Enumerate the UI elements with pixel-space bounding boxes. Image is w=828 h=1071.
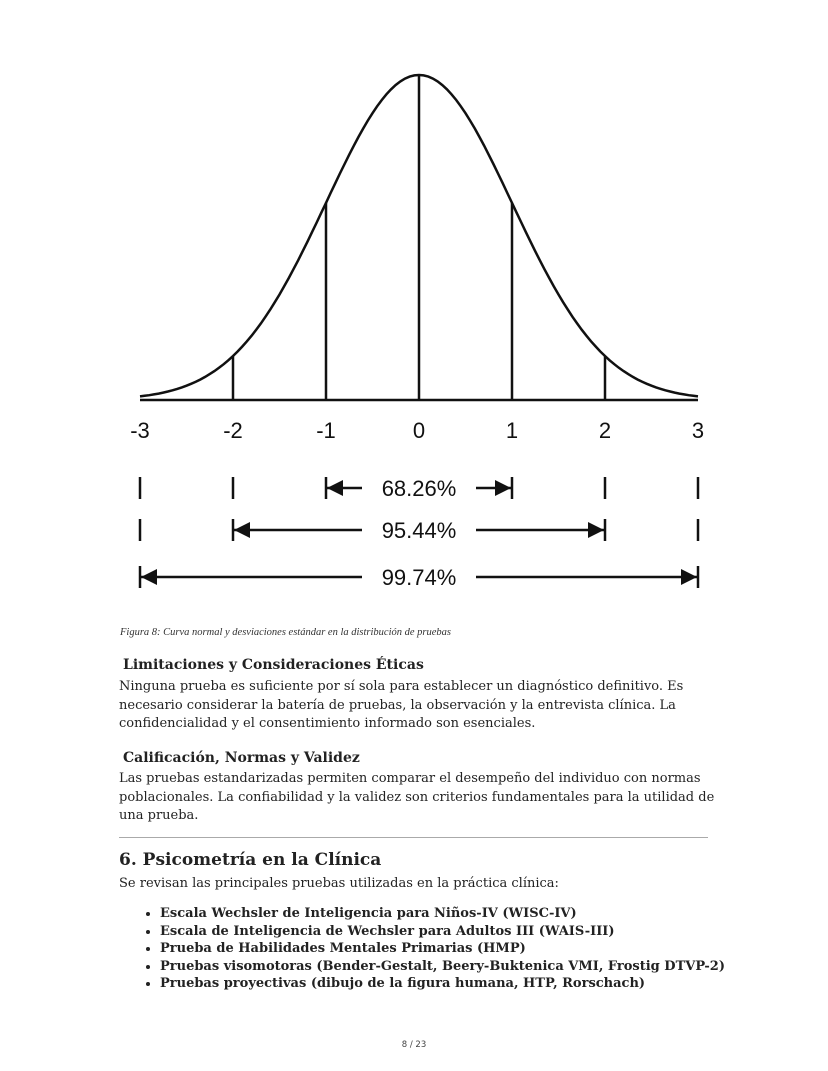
tick-label: -1 [316, 418, 336, 443]
section-heading-limitations: Limitaciones y Consideraciones Éticas [123, 657, 424, 673]
chapter-intro: Se revisan las principales pruebas utilizadas en la práctica clínica: [119, 876, 559, 891]
interval-label: 95.44% [381, 518, 457, 543]
tick-label: 0 [412, 418, 426, 443]
divider [119, 837, 708, 838]
arrowhead-left [141, 569, 157, 585]
arrowhead-right [681, 569, 697, 585]
test-list [140, 905, 760, 993]
arrowhead-left [327, 480, 343, 496]
arrowhead-right [495, 480, 511, 496]
tick-label: -2 [223, 418, 243, 443]
arrowhead-right [588, 522, 604, 538]
figure-caption: Figura 8: Curva normal y desviaciones estándar en la distribución de pruebas [120, 627, 452, 638]
list-item: • Pruebas proyectivas (dibujo de la figura humana, HTP, Rorschach) [160, 975, 760, 993]
tick-label: 3 [691, 418, 705, 443]
arrowhead-left [234, 522, 250, 538]
interval-label: 99.74% [381, 565, 457, 590]
section-body-scoring: Las pruebas estandarizadas permiten comparar el desempeño del individuo con normas poblacionales. La confiabilidad y la validez son criterios fundamentales para la utilidad de una prueba. [119, 771, 715, 823]
section-body-limitations: Ninguna prueba es suficiente por sí sola para establecer un diagnóstico definitivo. Es necesario considerar la batería de pruebas, la observación y la entrevista clínica. La confidencialidad y el consentimiento informado son esenciales. [119, 679, 684, 731]
list-item: • Prueba de Habilidades Mentales Primarias (HMP) [160, 940, 760, 958]
page-indicator: 8 / 23 [401, 1040, 427, 1050]
list-item: • Escala de Inteligencia de Wechsler para Adultos III (WAIS-III) [160, 923, 760, 941]
chapter-title: 6. Psicometría en la Clínica [119, 850, 382, 870]
tick-label: -3 [130, 418, 150, 443]
tick-label: 1 [505, 418, 519, 443]
tick-label: 2 [598, 418, 612, 443]
list-item: • Escala Wechsler de Inteligencia para Niños-IV (WISC-IV) [160, 905, 760, 923]
list-item: • Pruebas visomotoras (Bender-Gestalt, Beery-Buktenica VMI, Frostig DTVP-2) [160, 958, 760, 976]
interval-label: 68.26% [381, 476, 457, 501]
section-heading-scoring: Calificación, Normas y Validez [123, 750, 360, 766]
